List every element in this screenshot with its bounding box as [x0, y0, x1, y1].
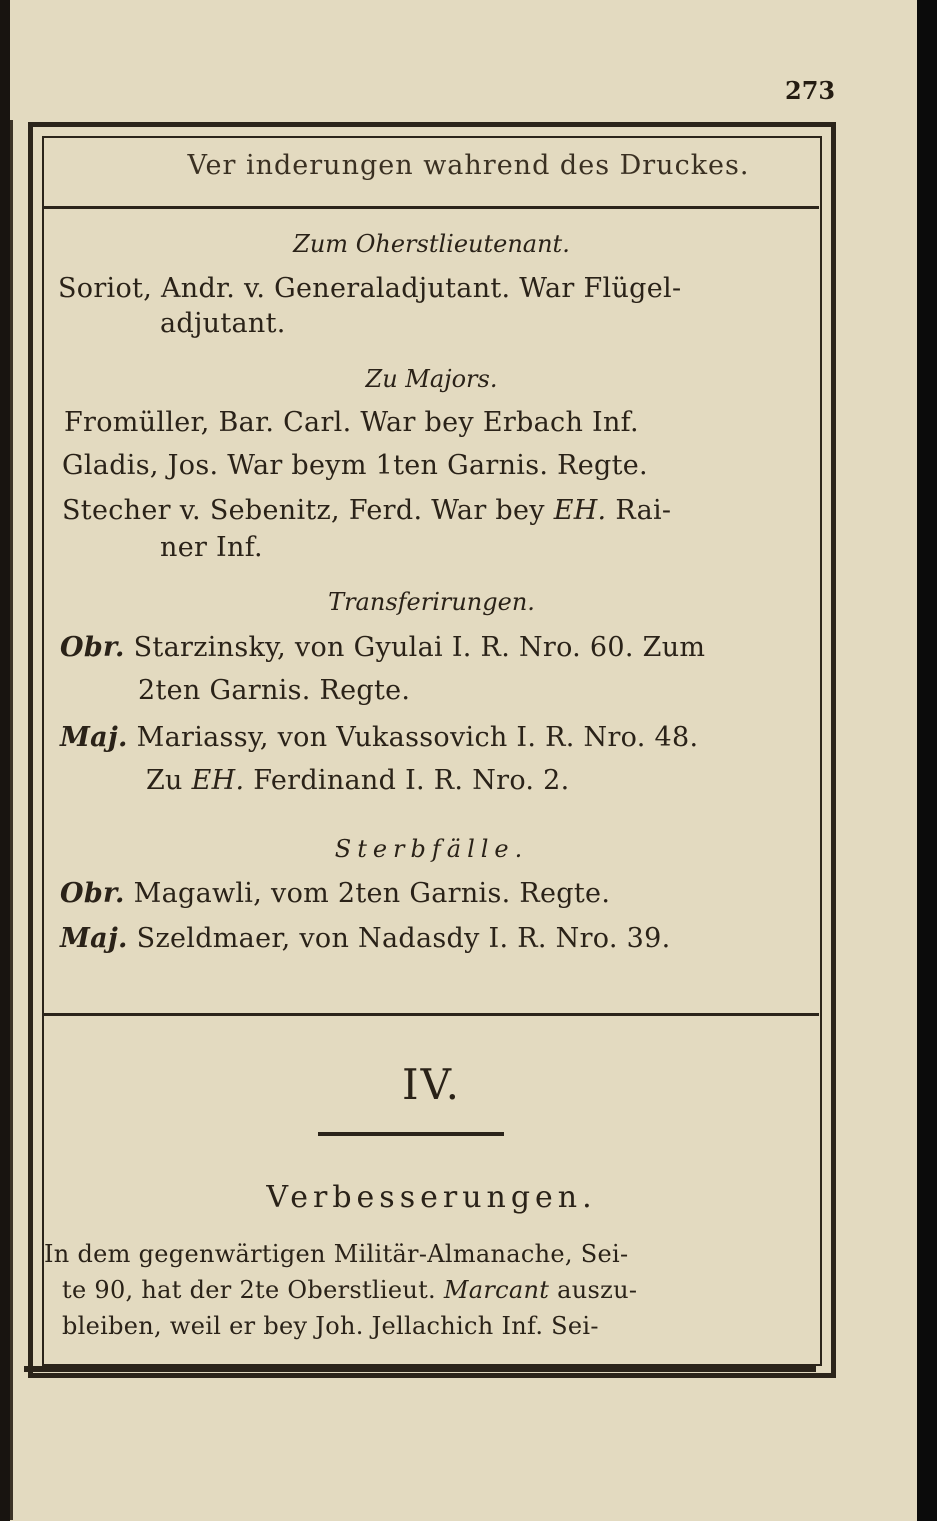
- entry-text: Szeldmaer, von Nadasdy I. R. Nro. 39.: [136, 923, 671, 954]
- section-title-transferirungen: Transferirungen.: [328, 588, 535, 616]
- entry-line: Fromüller, Bar. Carl. War bey Erbach Inf.: [64, 407, 639, 438]
- part-number: IV.: [402, 1060, 461, 1109]
- rank-label: Obr.: [60, 632, 125, 663]
- rank-label: Maj.: [60, 923, 128, 954]
- header-rule: [44, 206, 819, 209]
- entry-line-cont: ner Inf.: [160, 532, 263, 563]
- paragraph-text: te 90, hat der 2te Oberstlieut.: [62, 1276, 444, 1304]
- paragraph-emphasis: Marcant: [443, 1276, 550, 1304]
- entry-text: Starzinsky, von Gyulai I. R. Nro. 60. Zum: [133, 632, 706, 663]
- page-number: 273: [785, 76, 836, 105]
- page-edge-line: [10, 120, 13, 1520]
- paragraph-line: In dem gegenwärtigen Militär-Almanache, Sei-: [44, 1240, 629, 1268]
- entry-line-cont: 2ten Garnis. Regte.: [138, 675, 411, 706]
- entry-line-cont: [146, 765, 570, 796]
- paragraph-line: [62, 1276, 637, 1304]
- entry-line: [60, 722, 698, 753]
- entry-text: Stecher v. Sebenitz, Ferd. War bey: [62, 495, 554, 526]
- book-spine: [0, 0, 10, 1521]
- rank-label: Obr.: [60, 878, 125, 909]
- page-header: Ver inderungen wahrend des Druckes.: [187, 150, 750, 181]
- entry-text: Magawli, vom 2ten Garnis. Regte.: [133, 878, 611, 909]
- entry-text: Mariassy, von Vukassovich I. R. Nro. 48.: [136, 722, 699, 753]
- short-rule: [318, 1132, 504, 1136]
- part-title: Verbesserungen.: [266, 1180, 597, 1215]
- frame-bottom-rule: [24, 1366, 816, 1372]
- rank-label: Maj.: [60, 722, 128, 753]
- entry-line: [60, 878, 610, 909]
- entry-line: [60, 632, 705, 663]
- entry-line-cont: adjutant.: [160, 308, 286, 339]
- section-rule: [44, 1013, 819, 1016]
- entry-line: Soriot, Andr. v. Generaladjutant. War Flügel-: [58, 273, 682, 304]
- entry-line: [62, 495, 671, 526]
- entry-emphasis: EH.: [553, 495, 607, 526]
- entry-emphasis: EH.: [191, 765, 245, 796]
- entry-line: Gladis, Jos. War beym 1ten Garnis. Regte.: [62, 450, 648, 481]
- entry-line: [60, 923, 670, 954]
- paragraph-text: auszu-: [549, 1276, 638, 1304]
- section-title-sterbfaelle: Sterbfälle.: [334, 835, 529, 863]
- entry-text: Zu: [146, 765, 192, 796]
- section-title-oberstlieutenant: Zum Oherstlieutenant.: [293, 230, 570, 258]
- entry-text: Ferdinand I. R. Nro. 2.: [244, 765, 570, 796]
- scan-edge: [917, 0, 937, 1521]
- section-title-majors: Zu Majors.: [365, 365, 498, 393]
- paragraph-line: bleiben, weil er bey Joh. Jellachich Inf. Sei-: [62, 1312, 599, 1340]
- entry-text: Rai-: [606, 495, 672, 526]
